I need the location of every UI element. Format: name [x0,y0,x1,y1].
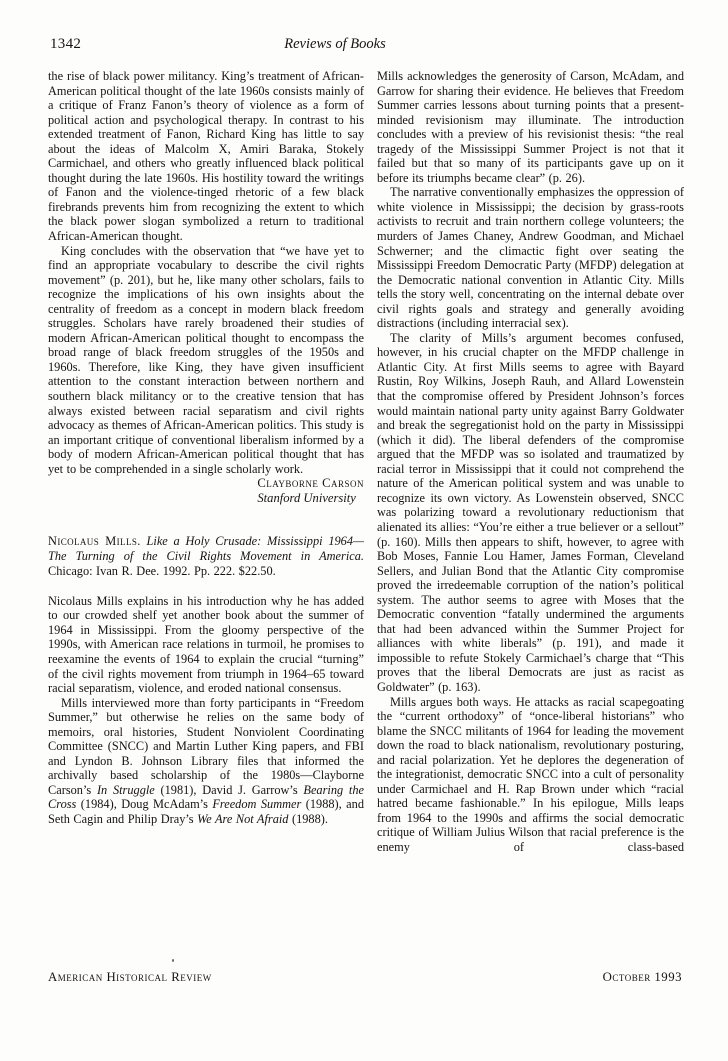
reviewer-affiliation: Stanford University [257,490,356,505]
reviewer-name: Clayborne Carson [257,476,364,491]
text-columns [48,69,684,855]
review-paragraph: Nicolaus Mills explains in his introduction why he has added to our crowded shelf yet another book about the summer of 1964 in Mississippi. From the gloomy perspective of the 1990s, with American race relations in turmoil, he promises to reexamine the events of 1964 to explain the crucial “turning” of the civil rights movement from triumph in 1964–65 toward racial separatism, violence, and eroded national consensus. [48,593,364,696]
page-number: 1342 [50,36,82,52]
review-paragraph: The clarity of Mills’s argument becomes confused, however, in his crucial chapter on the MFDP challenge in Atlantic City. At first Mills seems to agree with Bayard Rustin, Roy Wilkins, Joseph Rauh, and Allard Lowenstein that the compromise offered by President Johnson’s forces would maintain national party unity against Barry Goldwater and break the segregationist hold on the party in Mississippi (which it did). The liberal defenders of the compromise argued that the MFDP was so isolated and traumatized by racial terror in Mississippi that it could not comprehend the nature of the American political system and was unable to recognize its own victory. As Lowenstein observed, SNCC was polarizing toward a revolutionary reductionism that alienated its allies: “You’re either a true believer or a sellout” (p. 160). Mills then appears to shift, however, to agree with Bob Moses, Fannie Lou Hamer, James Forman, Cleveland Sellers, and Julian Bond that the Atlantic City compromise proved the irredeemable corruption of the nation’s political system. The author seems to agree with Moses that the Democratic convention “fatally undermined the arguments that had been advanced within the Summer Project for alliances with white liberals” (p. 191), and made it impossible to refute Stokely Carmichael’s charge that “This proves that the liberal Democrats are just as racist as Goldwater” (p. 163). [377,330,684,694]
citation-book-title: Like a Holy Crusade: Mississippi 1964—The Turning of the Civil Rights Movement in America. [48,534,364,564]
book-citation [48,534,364,578]
left-column [48,69,364,855]
page-header [48,36,682,56]
reviewer-signature [48,476,364,505]
review-paragraph: King concludes with the observation that “we have yet to find an appropriate vocabulary to describe the civil rights movement” (p. 201), but he, like many other scholars, fails to recognize the implications of his own insights about the centrality of freedom as a concept in modern black freedom struggles. Scholars have rarely broadened their studies of modern African-American political thought to encompass the broad range of black freedom struggles of the 1950s and 1960s. Therefore, like King, they have given insufficient attention to the constant interaction between northern and southern black militancy or to the creative tension that has always existed between racial separatism and civil rights advocacy as themes of African-American politics. This study is an important critique of conventional liberalism informed by a body of modern African-American political thought that has yet to be comprehended in a single scholarly work. [48,243,364,476]
page-footer [48,970,682,985]
review-paragraph: Mills interviewed more than forty participants in “Freedom Summer,” but otherwise he relies on the same body of memoirs, oral histories, Student Nonviolent Coordinating Committee (SNCC) and Martin Luther King papers, and FBI and Lyndon B. Johnson Library files that informed the archivally based scholarship of the 1980s—Clayborne Carson’s In Struggle (1981), David J. Garrow’s Bearing the Cross (1984), Doug McAdam’s Freedom Summer (1988), and Seth Cagin and Philip Dray’s We Are Not Afraid (1988). [48,695,364,826]
review-continuation-paragraph: the rise of black power militancy. King’s treatment of African-American political thought of the late 1960s consists mainly of a critique of Franz Fanon’s theory of violence as a form of political action and psychological therapy. In contrast to his extended treatment of Fanon, Richard King has little to say about the ideas of Malcolm X, Amiri Baraka, Stokely Carmichael, and others who greatly influenced black political thought during the late 1960s. His hostility toward the writings of Fanon and the violence-tinged rhetoric of a few black firebrands prevents him from recognizing the extent to which the black power slogan symbolized a return to traditional African-American thought. [48,69,364,244]
right-column [377,69,684,855]
footer-journal-name: American Historical Review [48,970,212,984]
review-paragraph: Mills acknowledges the generosity of Carson, McAdam, and Garrow for sharing their evidence. He believes that Freedom Summer carries lessons about turning points that a present-minded revisionism may illuminate. The introduction concludes with a preview of his revisionist thesis: “the real tragedy of the Mississippi Summer Project is not that it failed but that so many of its participants gave up on it before its triumphs became clear” (p. 26). [377,69,684,185]
citation-publication-details: Chicago: Ivan R. Dee. 1992. Pp. 222. $22.50. [48,564,276,578]
footer-issue-date: October 1993 [602,970,682,984]
review-paragraph-continues-next-page: Mills argues both ways. He attacks as racial scapegoating the “current orthodoxy” of “once-liberal historians” who blame the SNCC militants of 1964 for leading the movement down the road to black nationalism, revolutionary posturing, and racial polarization. Yet he deplores the degeneration of the integrationist, democratic SNCC into a cult of personality under Carmichael and H. Rap Brown under which “racial hatred became fashionable.” In his epilogue, Mills leaps from 1964 to the 1990s and affirms the social democratic critique of William Julius Wilson that racial preference is the enemy of class-based [377,694,684,854]
running-title: Reviews of Books [284,36,386,52]
scan-artifact-dot [172,959,174,962]
review-paragraph: The narrative conventionally emphasizes the oppression of white violence in Mississippi; the decision by grass-roots activists to recruit and train northern college volunteers; the murders of James Chaney, Andrew Goodman, and Michael Schwerner; and the climactic fight over seating the Mississippi Freedom Democratic Party (MFDP) delegation at the Democratic national convention in Atlantic City. Mills tells the story well, concentrating on the internal debate over civil rights goals and strategy and generally avoiding distractions (including interracial sex). [377,185,684,331]
citation-author: Nicolaus Mills. [48,534,141,549]
